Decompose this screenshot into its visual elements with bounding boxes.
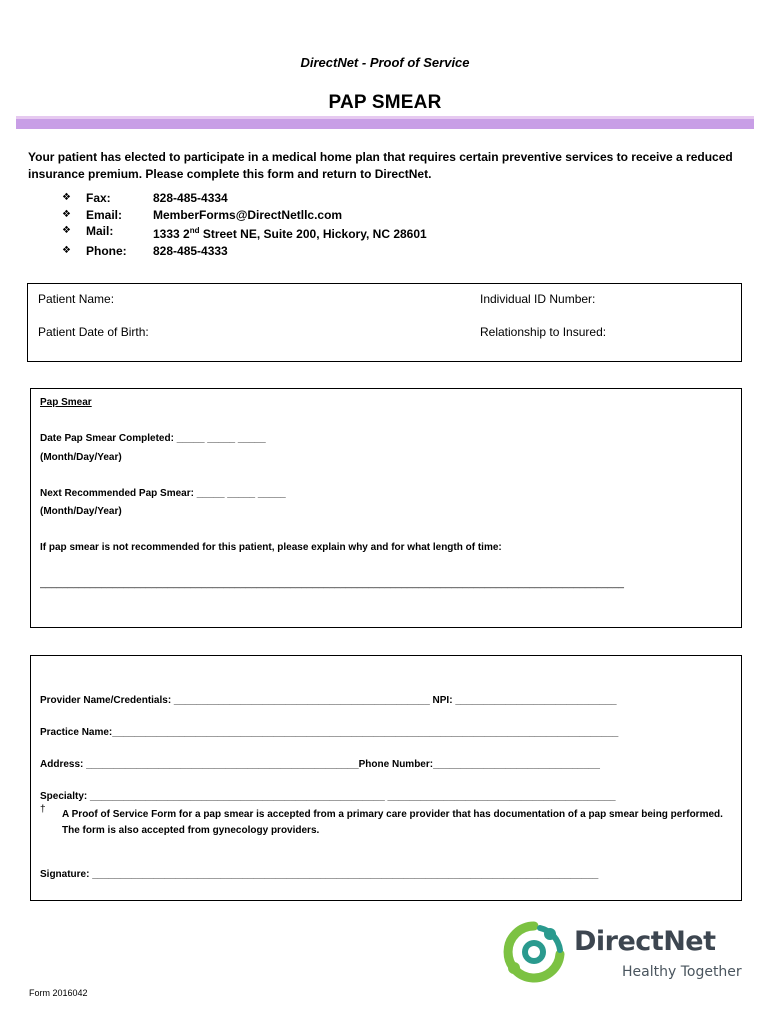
- address-field[interactable]: Address: _________________________________________________Phone Number:______________________________: [40, 759, 600, 770]
- diamond-bullet-icon: ❖: [62, 244, 71, 256]
- signature-field[interactable]: Signature: ___________________________________________________________________________________________: [40, 869, 599, 880]
- pap-smear-box: [30, 388, 742, 628]
- contact-mail: [62, 223, 427, 243]
- logo-brand-name: DirectNet: [574, 926, 716, 957]
- explain-answer-line[interactable]: _________________________________________________________________________________________________________: [40, 578, 624, 589]
- mail-value: [153, 223, 427, 243]
- patient-name-label: Patient Name:: [38, 292, 115, 306]
- mail-value-end: Street NE, Suite 200, Hickory, NC 28601: [199, 227, 427, 241]
- mail-value-ordinal: nd: [189, 226, 200, 235]
- email-label: Email:: [86, 207, 123, 222]
- directnet-logo-icon: [500, 920, 568, 984]
- phone-value: 828-485-4333: [153, 243, 228, 258]
- diamond-bullet-icon: ❖: [62, 208, 71, 220]
- title-divider: [16, 119, 754, 129]
- date-format-hint: (Month/Day/Year): [40, 452, 122, 463]
- email-value[interactable]: MemberForms@DirectNetllc.com: [153, 207, 343, 222]
- provider-box: [30, 655, 742, 901]
- relationship-label: Relationship to Insured:: [480, 325, 607, 339]
- contact-email: [62, 207, 427, 224]
- diamond-bullet-icon: ❖: [62, 225, 71, 236]
- mail-value-start: 1333 2: [153, 227, 190, 241]
- document-title: DirectNet - Proof of Service: [300, 55, 470, 70]
- dob-label: Patient Date of Birth:: [38, 325, 149, 339]
- phone-label: Phone:: [86, 243, 127, 258]
- fax-value: 828-485-4334: [153, 191, 228, 205]
- patient-info-box: [27, 283, 742, 362]
- date-completed-field[interactable]: Date Pap Smear Completed: _____ _____ _____: [40, 433, 266, 444]
- provider-note: A Proof of Service Form for a pap smear is accepted from a primary care provider that has documentation of a pap smear being performed. The form is also accepted from gynecology providers.: [62, 809, 723, 836]
- explain-question: If pap smear is not recommended for this patient, please explain why and for what length of time:: [40, 542, 502, 553]
- logo-tagline: Healthy Together: [622, 964, 742, 980]
- dagger-icon: †: [40, 804, 46, 815]
- provider-name-field[interactable]: Provider Name/Credentials: ______________________________________________ NPI: _____________________________: [40, 695, 617, 706]
- diamond-bullet-icon: ❖: [62, 192, 71, 203]
- form-number: Form 2016042: [29, 988, 88, 998]
- form-title: PAP SMEAR: [328, 92, 442, 113]
- practice-name-field[interactable]: Practice Name:___________________________________________________________________________________________: [40, 727, 619, 738]
- contact-list: [62, 190, 427, 259]
- next-recommended-field[interactable]: Next Recommended Pap Smear: _____ _____ _____: [40, 488, 286, 499]
- individual-id-label: Individual ID Number:: [480, 292, 596, 306]
- date-format-hint: (Month/Day/Year): [40, 506, 122, 517]
- specialty-field[interactable]: Specialty: _____________________________________________________ _________________________________________: [40, 791, 616, 802]
- intro-paragraph: Your patient has elected to participate in a medical home plan that requires certain preventive services to receive a reduced insurance premium. Please complete this form and return to DirectNet.: [28, 150, 733, 181]
- pap-smear-heading: Pap Smear: [40, 397, 92, 408]
- fax-label: Fax:: [86, 191, 111, 205]
- directnet-logo: [500, 920, 750, 986]
- mail-label: Mail:: [86, 224, 114, 238]
- contact-fax: [62, 190, 427, 207]
- contact-phone: [62, 243, 427, 260]
